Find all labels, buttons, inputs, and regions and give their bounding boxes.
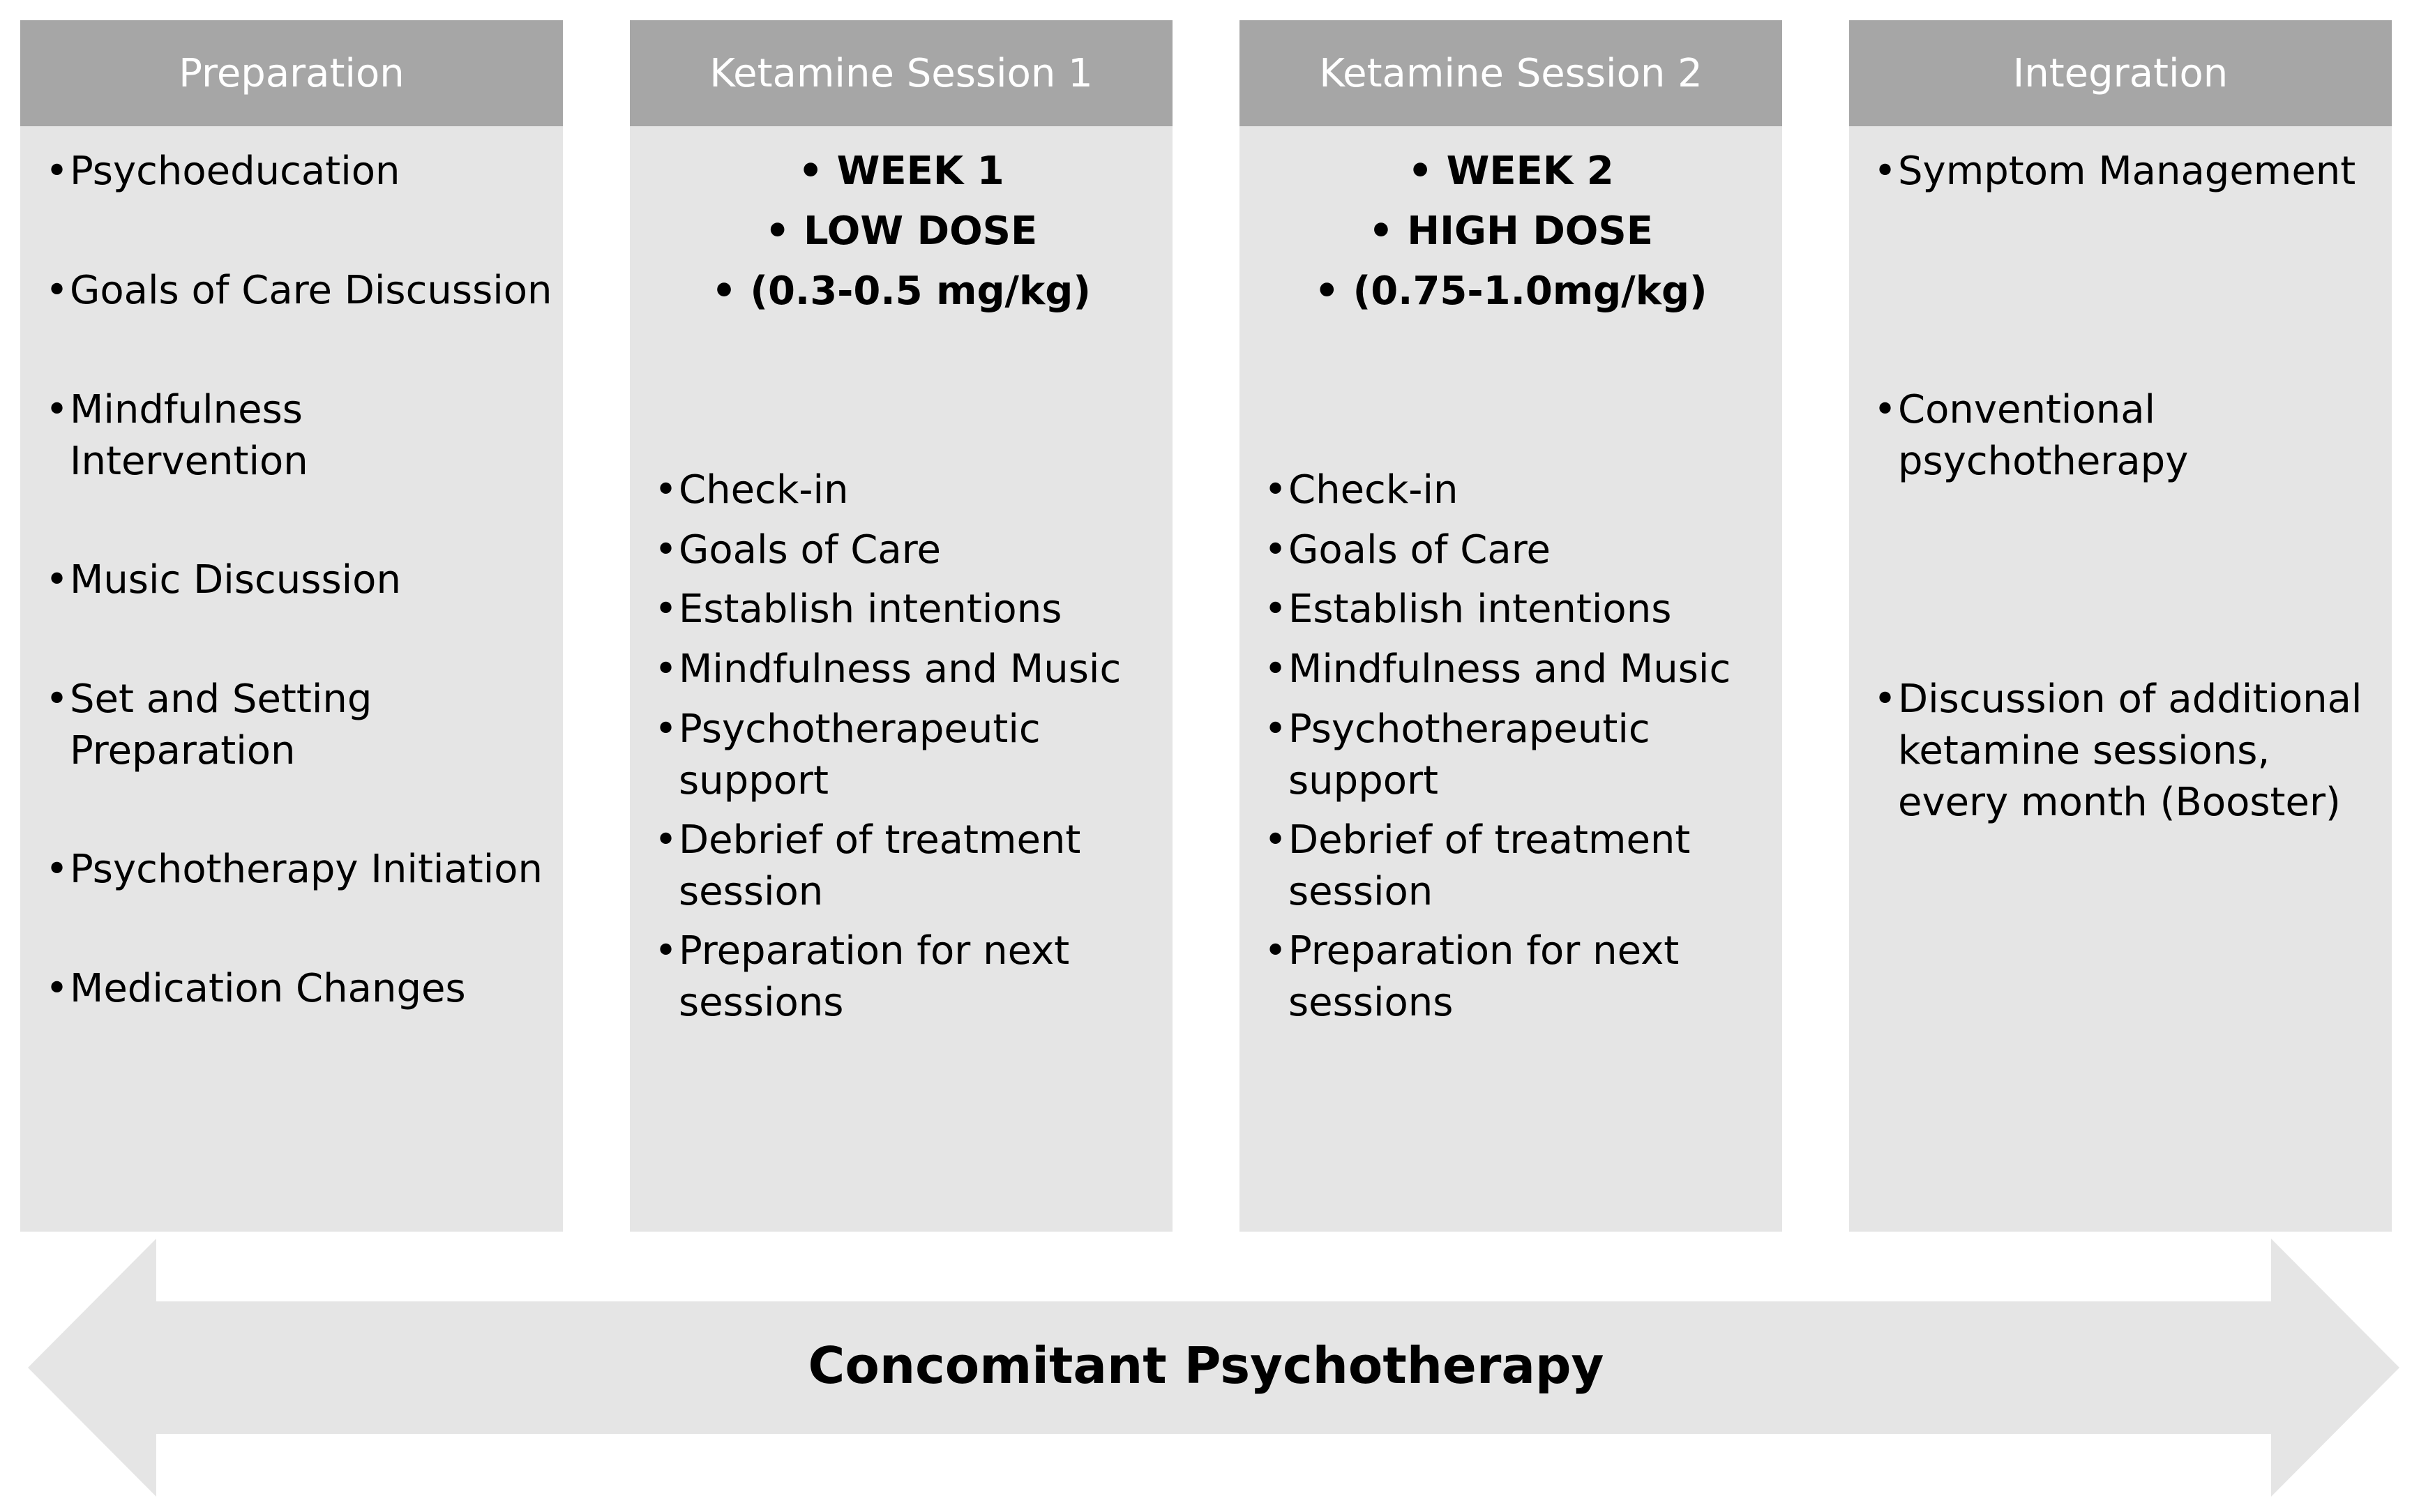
- bullet-icon: •: [45, 557, 69, 603]
- list-item: Psychoeducation: [70, 149, 400, 194]
- bullet-icon: •: [45, 268, 69, 313]
- list-item-continuation: Preparation: [70, 728, 296, 773]
- column-header: Preparation: [20, 20, 563, 126]
- list-item: Check-in: [1288, 467, 1458, 513]
- bullet-icon: •: [654, 527, 678, 573]
- column-ketamine-session-2: [1239, 20, 1782, 1232]
- session-week: • WEEK 1: [798, 149, 1004, 194]
- bullet-icon: •: [45, 387, 69, 432]
- list-item-continuation: psychotherapy: [1898, 439, 2189, 484]
- session-dose: • HIGH DOSE: [1368, 209, 1653, 254]
- list-item: Symptom Management: [1898, 149, 2356, 194]
- bullet-icon: •: [45, 847, 69, 892]
- session-dose-range-text: (0.3-0.5 mg/kg): [750, 269, 1091, 314]
- bullet-icon: •: [654, 587, 678, 632]
- list-item-continuation: support: [1288, 758, 1439, 803]
- list-item-continuation: ketamine sessions,: [1898, 728, 2270, 773]
- list-item: Debrief of treatment: [679, 817, 1081, 863]
- column-header: Integration: [1849, 20, 2392, 126]
- bullet-icon: •: [1874, 387, 1897, 432]
- list-item-continuation: Intervention: [70, 439, 308, 484]
- list-item: Mindfulness: [70, 387, 303, 432]
- column-header: Ketamine Session 2: [1239, 20, 1782, 126]
- session-week-text: WEEK 2: [1446, 149, 1614, 194]
- list-item-continuation: support: [679, 758, 829, 803]
- session-dose-range: • (0.3-0.5 mg/kg): [711, 269, 1091, 314]
- session-week: • WEEK 2: [1408, 149, 1614, 194]
- bullet-icon: •: [45, 966, 69, 1011]
- column-preparation: [20, 20, 563, 1232]
- list-item: Debrief of treatment: [1288, 817, 1691, 863]
- session-dose-range-text: (0.75-1.0mg/kg): [1352, 269, 1708, 314]
- list-item: Preparation for next: [1288, 928, 1680, 974]
- list-item: Conventional: [1898, 387, 2156, 432]
- column-ketamine-session-1: [630, 20, 1173, 1232]
- list-item: Goals of Care Discussion: [70, 268, 552, 313]
- bullet-icon: •: [1264, 817, 1288, 863]
- list-item: Establish intentions: [679, 587, 1062, 632]
- list-item: Establish intentions: [1288, 587, 1672, 632]
- session-dose-range: • (0.75-1.0mg/kg): [1314, 269, 1708, 314]
- list-item-continuation: sessions: [1288, 980, 1454, 1025]
- list-item-continuation: sessions: [679, 980, 844, 1025]
- bullet-icon: •: [45, 149, 69, 194]
- session-dose-text: HIGH DOSE: [1407, 209, 1653, 254]
- list-item-continuation: session: [1288, 869, 1433, 914]
- bullet-icon: •: [45, 676, 69, 722]
- list-item: Psychotherapy Initiation: [70, 847, 543, 892]
- list-item: Music Discussion: [70, 557, 401, 603]
- bullet-icon: •: [654, 467, 678, 513]
- bullet-icon: •: [654, 928, 678, 974]
- list-item-continuation: every month (Booster): [1898, 780, 2341, 825]
- list-item: Goals of Care: [1288, 527, 1551, 573]
- column-header: Ketamine Session 1: [630, 20, 1173, 126]
- arrow-label: Concomitant Psychotherapy: [808, 1336, 1604, 1395]
- bullet-icon: •: [1264, 587, 1288, 632]
- list-item: Discussion of additional: [1898, 676, 2362, 722]
- bullet-icon: •: [1874, 149, 1897, 194]
- session-dose: • LOW DOSE: [764, 209, 1038, 254]
- session-dose-text: LOW DOSE: [804, 209, 1038, 254]
- bullet-icon: •: [654, 817, 678, 863]
- bullet-icon: •: [654, 647, 678, 692]
- bullet-icon: •: [654, 706, 678, 752]
- list-item: Mindfulness and Music: [679, 647, 1122, 692]
- list-item: Psychotherapeutic: [679, 706, 1041, 752]
- bullet-icon: •: [1264, 467, 1288, 513]
- bullet-icon: •: [1264, 527, 1288, 573]
- list-item: Check-in: [679, 467, 849, 513]
- list-item: Psychotherapeutic: [1288, 706, 1650, 752]
- list-item: Goals of Care: [679, 527, 941, 573]
- column-integration: [1849, 20, 2392, 1232]
- bullet-icon: •: [1874, 676, 1897, 722]
- list-item: Set and Setting: [70, 676, 372, 722]
- list-item: Medication Changes: [70, 966, 466, 1011]
- list-item-continuation: session: [679, 869, 824, 914]
- list-item: Mindfulness and Music: [1288, 647, 1731, 692]
- bullet-icon: •: [1264, 706, 1288, 752]
- list-item: Preparation for next: [679, 928, 1070, 974]
- bullet-icon: •: [1264, 928, 1288, 974]
- bullet-icon: •: [1264, 647, 1288, 692]
- session-week-text: WEEK 1: [836, 149, 1004, 194]
